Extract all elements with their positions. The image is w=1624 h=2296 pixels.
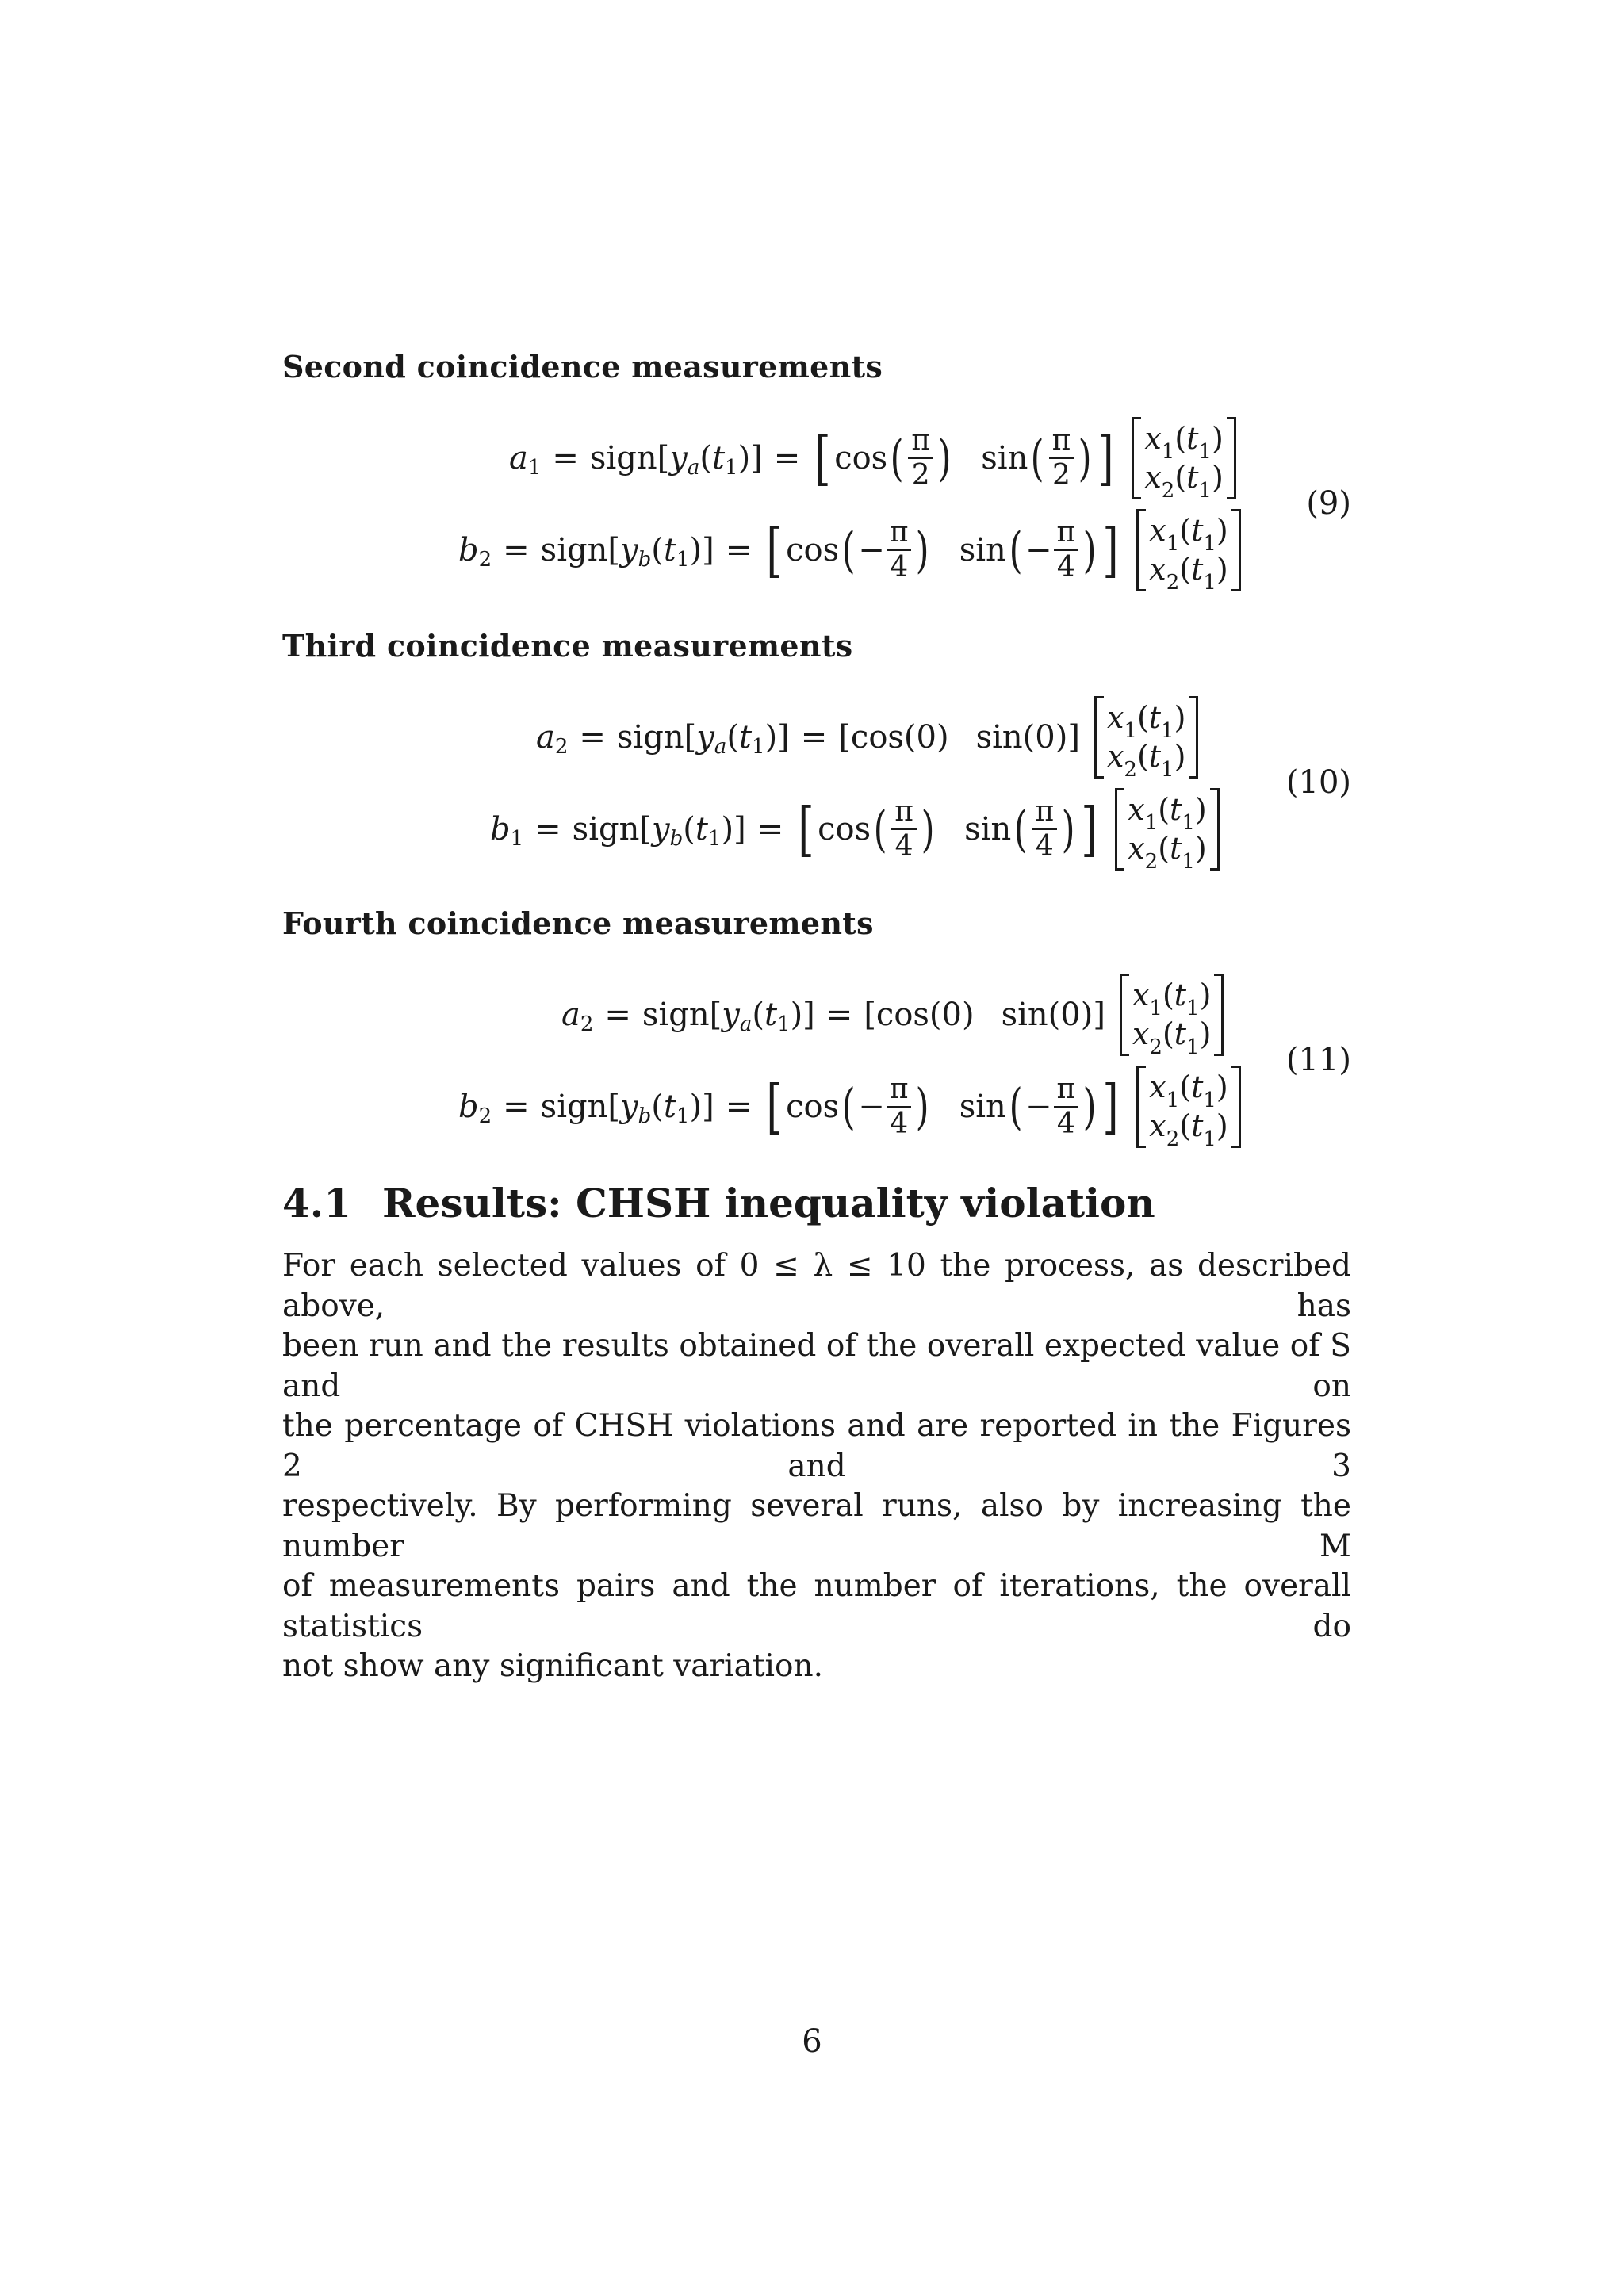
equation-line-a2 [282, 691, 1351, 783]
equation-b2: b 2 = sign [ y b ( t 1 )] = [ cos ( − $\frac{\pi}{4}$ ) sin ( − $\frac{\pi}{4}$ ) ] $x_1(t_1)$ $x_2(t_1)$ [458, 1061, 1241, 1153]
body-line: of measurements pairs and the number of iterations, the overall statistics do [282, 1568, 1351, 1644]
equation-line-b2 [282, 1061, 1351, 1153]
equation-b2: b 2 = sign [ y b ( t 1 )] = [ cos ( − $\frac{\pi}{4}$ ) sin ( − $\frac{\pi}{4}$ ) ] $x_1(t_1)$ $x_2(t_1)$ [458, 504, 1241, 596]
equation-number: (10) [1285, 764, 1351, 801]
equation-b1: b 1 = sign [ y b ( t 1 )] = [ cos ( $\frac{\pi}{4}$ ) sin ( $\frac{\pi}{4}$ ) ] $x_1(t_1)$ $x_2(t_1)$ [490, 783, 1220, 875]
body-line: For each selected values of 0 ≤ λ ≤ 10 the process, as described above, has [282, 1248, 1351, 1324]
state-vector: $x_1(t_1)$ $x_2(t_1)$ [1136, 1066, 1240, 1148]
equation-a1: a 1 = sign [ y a ( t 1 )] = [ cos ( $\frac{\pi}{2}$ ) sin ( $\frac{\pi}{2}$ ) ] $x_1(t_1)$ $x_2(t_1)$ [509, 412, 1236, 504]
equation-line-a1 [282, 412, 1351, 504]
section-title [282, 1180, 1155, 1226]
equation-number: (9) [1306, 485, 1351, 522]
paragraph-heading-fourth: Fourth coincidence measurements [282, 905, 874, 941]
equation-block-11 [282, 969, 1351, 1156]
equation-line-a2 [282, 969, 1351, 1061]
state-vector: $x_1(t_1)$ $x_2(t_1)$ [1120, 974, 1224, 1056]
body-line: not show any significant variation. [282, 1648, 823, 1684]
equation-block-10 [282, 691, 1351, 878]
body-paragraph [282, 1246, 1351, 1687]
state-vector: $x_1(t_1)$ $x_2(t_1)$ [1094, 696, 1198, 779]
state-vector: $x_1(t_1)$ $x_2(t_1)$ [1132, 417, 1235, 499]
page-number: 6 [802, 2023, 822, 2060]
section-title-text: Results: CHSH inequality violation [382, 1180, 1155, 1226]
state-vector: $x_1(t_1)$ $x_2(t_1)$ [1115, 788, 1219, 871]
paragraph-heading-third: Third coincidence measurements [282, 628, 853, 664]
equation-line-b2 [282, 504, 1351, 596]
equation-line-b1 [282, 783, 1351, 875]
equation-number: (11) [1285, 1042, 1351, 1078]
body-line: respectively. By performing several runs, also by increasing the number M [282, 1488, 1351, 1564]
state-vector: $x_1(t_1)$ $x_2(t_1)$ [1136, 509, 1240, 591]
equation-a2: a 2 = sign [ y a ( t 1 )] = [ cos(0) sin(0) ] $x_1(t_1)$ $x_2(t_1)$ [561, 969, 1224, 1061]
body-line: the percentage of CHSH violations and are reported in the Figures 2 and 3 [282, 1408, 1351, 1484]
body-line: been run and the results obtained of the overall expected value of S and on [282, 1328, 1351, 1404]
equation-a2: a 2 = sign [ y a ( t 1 )] = [ cos(0) sin(0) ] $x_1(t_1)$ $x_2(t_1)$ [536, 691, 1198, 783]
section-number: 4.1 [282, 1180, 351, 1226]
equation-block-9 [282, 412, 1351, 599]
paragraph-heading-second: Second coincidence measurements [282, 349, 883, 385]
